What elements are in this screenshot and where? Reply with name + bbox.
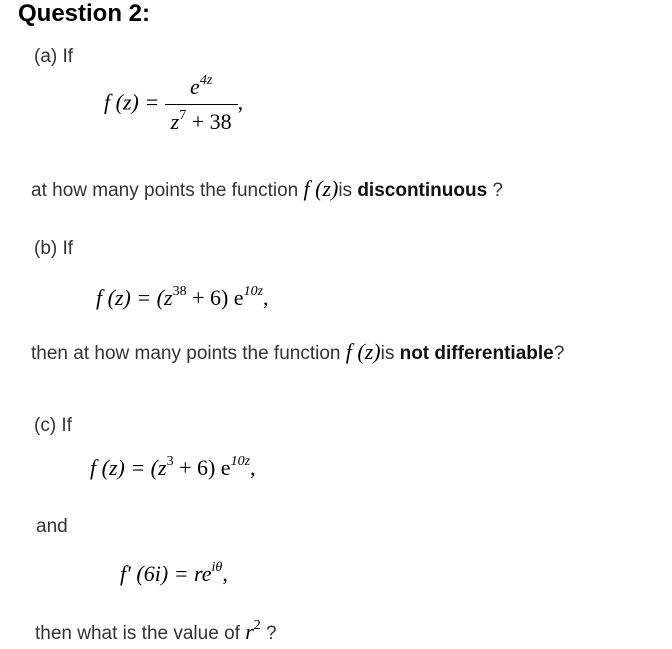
part-c-question: then what is the value of $r^2$ ? xyxy=(35,618,277,644)
r-variable: $r^2$ xyxy=(245,618,261,644)
part-a-question: at how many points the function f (z)is discontinuous ? xyxy=(31,176,504,201)
part-a-trailing-comma: , xyxy=(237,89,244,115)
part-b-bold-term: not differentiable xyxy=(399,343,554,364)
part-a-fraction xyxy=(165,74,238,135)
part-c-equation: f $(z) = (z^3 + 6)$ $e^{10z}$, xyxy=(90,454,256,480)
part-a-equation xyxy=(104,74,243,135)
part-c-derivative-equation: f′ $(6i) = re^{i\theta}$, xyxy=(120,560,228,586)
part-b-label: (b) If xyxy=(34,238,74,259)
part-a-numerator: $e^{4z}$ xyxy=(190,73,213,99)
part-c-label: (c) If xyxy=(34,415,72,436)
part-a-denominator: $z^7 + 38$ xyxy=(170,108,232,134)
part-b-equation: f $(z) = (z^{38} + 6)$ $e^{10z}$, xyxy=(96,284,269,310)
part-a-label: (a) If xyxy=(34,46,74,67)
part-a-bold-term: discontinuous xyxy=(357,180,488,201)
question-title: Question 2: xyxy=(18,0,151,27)
part-b-question: then at how many points the function f (z)is not differentiable? xyxy=(31,339,565,364)
part-c-and-label: and xyxy=(36,516,68,537)
part-a-function: f (z) xyxy=(303,176,339,201)
part-b-function: f (z) xyxy=(345,339,381,364)
part-a-lhs: f (z) = xyxy=(104,89,160,115)
